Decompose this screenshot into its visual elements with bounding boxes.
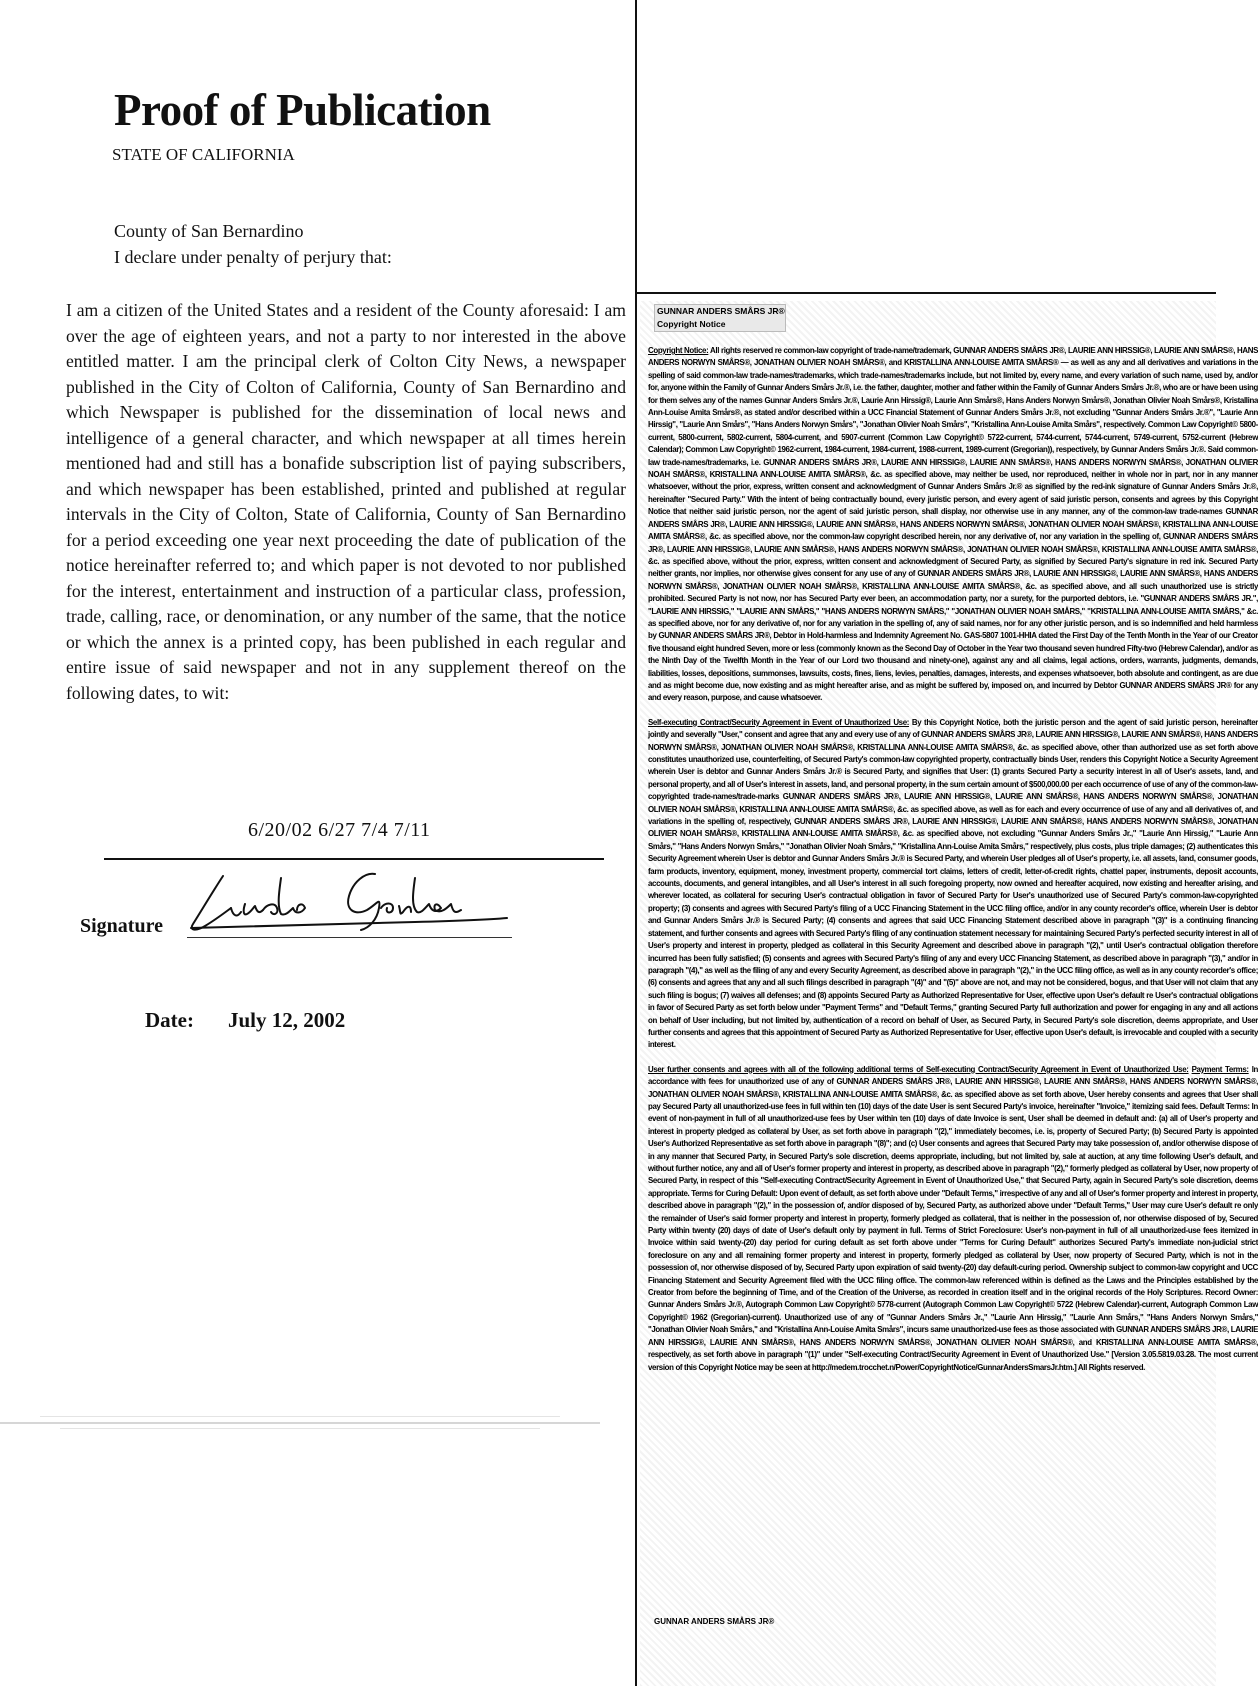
affidavit-body: I am a citizen of the United States and a resident of the County aforesaid: I am over the age of eighteen years, and not a party to nor interested in the above entitled matter. I am the principal clerk of Colton City News, a newspaper published in the City of Colton of California, County of San Bernardino and which Newspaper is published for the dissemination of local news and intelligence of a general character, and which newspaper at all times herein mentioned had and still has a bonafide subscription list of paying subscribers, and which newspaper has been established, printed and published at regular intervals in the City of Colton, State of California, County of San Bernardino for a period exceeding one year next proceeding the date of publication of the notice hereinafter referred to; and which paper is not devoted to nor published for the interest, entertainment and instruction of a particular class, profession, trade, calling, race, or denomination, or any number of the same, that the notice or which the annex is a printed copy, has been published in each regular and entire issue of said newspaper and not in any supplement thereof on the following dates, to wit:	[66, 300, 626, 703]
notice-body	[648, 345, 1258, 1386]
notice-top-rule	[637, 292, 1216, 294]
notice-lead: User further consents and agrees with all of the following additional terms of Self-executing Contract/Security Agreement in Event of Unauthorized Use:	[648, 1064, 1189, 1074]
copyright-notice-clipping	[640, 301, 1258, 1686]
county-line: County of San Bernardino	[114, 221, 304, 241]
state-line: STATE OF CALIFORNIA	[112, 145, 295, 164]
notice-lead: Payment Terms:	[1191, 1064, 1249, 1074]
dates-underline	[104, 858, 604, 860]
declaration-line: I declare under penalty of perjury that:	[114, 247, 392, 267]
date-value: July 12, 2002	[228, 1008, 346, 1032]
signature-label: Signature	[80, 915, 163, 937]
notice-text: By this Copyright Notice, both the juristic person and the agent of said juristic person, hereinafter jointly and severally "User," consent and agree that any and every use of any of GUNNAR ANDERS SMÅRS JR®, LAURIE ANN HIRSSIG®, LAURIE ANN SMÅRS®, HANS ANDERS NORWYN SMÅRS®, JONATHAN OLIVIER NOAH SMÅRS®, KRISTALLINA ANN-LOUISE AMITA SMÅRS®, &c. as specified above, other than authorized use as set forth above constitutes unauthorized use, counterfeiting, of Secured Party's common-law copyrighted property, contractually binds User, renders this Copyright Notice a Security Agreement wherein User is debtor and Gunnar Anders Smårs Jr.® is Secured Party, and signifies that User: (1) grants Secured Party a security interest in all of User's assets, land, and personal property, and all of User's interest in assets, land, and personal property, in the sum certain amount of $500,000.00 per each occurrence of use of any of the common-law-copyrighted trade-names/trade-marks GUNNAR ANDERS SMÅRS JR®, LAURIE ANN HIRSSIG®, LAURIE ANN SMÅRS®, HANS ANDERS NORWYN SMÅRS®, JONATHAN OLIVIER NOAH SMÅRS®, KRISTALLINA ANN-LOUISE AMITA SMÅRS®, &c. as specified above, as well as for each and every occurrence of use of any and all derivatives of, and variations in the spelling of, respectively, GUNNAR ANDERS SMÅRS JR®, LAURIE ANN HIRSSIG®, LAURIE ANN SMÅRS®, HANS ANDERS NORWYN SMÅRS®, JONATHAN OLIVIER NOAH SMÅRS®, KRISTALLINA ANN-LOUISE AMITA SMÅRS®, &c. as specified above, not excluding "Gunnar Anders Smårs Jr.," "Laurie Ann Hirssig," "Laurie Ann Smårs," "Hans Anders Norwyn Smårs," "Jonathan Olivier Noah Smårs," "Kristallina Ann-Louise Amita Smårs," respectively, plus costs, plus triple damages; (2) authenticates this Security Agreement wherein User is debtor and Gunnar Anders Smårs Jr.® is Secured Party, and wherein User pledges all of User's property, i.e. all assets, land, consumer goods, farm products, inventory, equipment, money, investment property, commercial tort claims, letters of credit, letter-of-credit rights, chattel paper, instruments, deposit accounts, accounts, documents, and general intangibles, and all User's interest in all such foregoing property, now owned and hereafter acquired, now existing and hereafter arising, and wherever located, as collateral for securing User's contractual obligation in favor of Secured Party for User's unauthorized use of Secured Party's common-law-copyrighted property; (3) consents and agrees with Secured Party's filing of a UCC Financing Statement in the UCC filing office, and/or in any county recorder's office, wherein User is debtor and Gunnar Anders Smårs Jr.® is Secured Party; (4) consents and agrees that said UCC Financing Statement described above in paragraph "(3)" is a continuing financing statement, and further consents and agrees with Secured Party's filing of any continuation statement necessary for maintaining Secured Party's perfected security interest in all of User's property and interest in property, pledged as collateral in this Security Agreement and described above in paragraph "(2)," until User's contractual obligation therefore incurred has been fully satisfied; (5) consents and agrees with Secured Party's filing of any and every UCC Financing Statement, as described above in paragraph "(3)," and/or in paragraph "(4)," as well as the filing of any and every Security Agreement, as described above in paragraph "(2)," in the UCC filing office, as well as in any county recorder's office; (6) consents and agrees that any and all such filings described in paragraph "(4)" and "(5)" above are not, and may not be considered, bogus, and that User will not claim that any such filing is bogus; (7) waives all defenses; and (8) appoints Secured Party as Authorized Representative for User, effective upon User's default re User's contractual obligations in favor of Secured Party as set forth below under "Payment Terms" and "Default Terms," granting Secured Party full authorization and power for engaging in any and all actions on behalf of User including, but not limited by, authentication of a record on behalf of User, as Secured Party, in Secured Party's sole discretion, deems appropriate, and User further consents and agrees that this appointment of Secured Party as Authorized Representative for User, effective upon User's default, is irrevocable and coupled with a security interest.	[648, 717, 1258, 1050]
notice-header	[654, 304, 786, 332]
notice-paragraph	[648, 345, 1258, 705]
handwritten-signature	[185, 868, 515, 943]
notice-text: All rights reserved re common-law copyright of trade-name/trademark, GUNNAR ANDERS SMÅRS JR®, LAURIE ANN HIRSSIG®, LAURIE ANN SMÅRS®, HANS ANDERS NORWYN SMÅRS®, JONATHAN OLIVIER NOAH SMÅRS®, and KRISTALLINA ANN-LOUISE AMITA SMÅRS® — as well as any and all derivatives and variations in the spelling of said common-law trade-names/trademarks, which trade-names/trademarks include, but not limited by, every name, and every variation of such name, used by, and/or for, anyone within the Family of Gunnar Anders Smårs Jr.®, i.e. the father, daughter, mother and father within the Family of Gunnar Anders Smårs Jr.®, who are or have been using for them selves any of the names Gunnar Anders Smårs Jr.®, Laurie Ann Hirssig®, Laurie Ann Smårs®, Hans Anders Norwyn Smårs®, Jonathan Olivier Noah Smårs®, Kristallina Ann-Louise Amita Smårs®, as stated and/or described within a UCC Financial Statement of Gunnar Anders Smårs Jr.®, not excluding "Gunnar Anders Smårs Jr.®", "Laurie Ann Hirssig", "Laurie Ann Smårs", "Hans Anders Norwyn Smårs", "Jonathan Olivier Noah Smårs", "Kristallina Ann-Louise Amita Smårs", respectively. Common Law Copyright© 5800-current, 5800-current, 5802-current, 5804-current, and 5907-current (Common Law Copyright© 5722-current, 5744-current, 5744-current, 5749-current, 5752-current (Hebrew Calendar); Common Law Copyright© 1962-current, 1984-current, 1984-current, 1988-current, 1989-current (Gregorian)), respectively, by Gunnar Anders Smårs Jr.®. Said common-law trade-names/trademarks, i.e. GUNNAR ANDERS SMÅRS JR®, LAURIE ANN HIRSSIG®, LAURIE ANN SMÅRS®, HANS ANDERS NORWYN SMÅRS®, JONATHAN OLIVIER NOAH SMÅRS®, KRISTALLINA ANN-LOUISE AMITA SMÅRS®, &c. as specified above, may neither be used, nor reproduced, neither in whole nor in part, nor in any manner whatsoever, without the prior, express, written consent and acknowledgment of Gunnar Anders Smårs Jr.® as signified by the red-ink signature of Gunnar Anders Smårs Jr.®, hereinafter "Secured Party." With the intent of being contractually bound, every juristic person, and every agent of said juristic person, consents and agrees by this Copyright Notice that neither said juristic person, nor the agent of said juristic person, shall display, nor otherwise use in any manner, any of the common-law trade-names GUNNAR ANDERS SMÅRS JR®, LAURIE ANN HIRSSIG®, LAURIE ANN SMÅRS®, HANS ANDERS NORWYN SMÅRS®, JONATHAN OLIVIER NOAH SMÅRS®, KRISTALLINA ANN-LOUISE AMITA SMÅRS®, &c. as specified above, nor the common-law copyright described herein, nor any derivative of, nor any variation in the spelling of, GUNNAR ANDERS SMÅRS JR®, LAURIE ANN HIRSSIG®, LAURIE ANN SMÅRS®, HANS ANDERS NORWYN SMÅRS®, JONATHAN OLIVIER NOAH SMÅRS®, KRISTALLINA ANN-LOUISE AMITA SMÅRS®, &c. as specified above, without the prior, express, written consent and acknowledgment of Secured Party, as signified by Secured Party's signature in red ink. Secured Party neither grants, nor implies, nor otherwise gives consent for any use of any of GUNNAR ANDERS SMÅRS JR®, LAURIE ANN HIRSSIG®, LAURIE ANN SMÅRS®, HANS ANDERS NORWYN SMÅRS®, JONATHAN OLIVIER NOAH SMÅRS®, KRISTALLINA ANN-LOUISE AMITA SMÅRS®, &c. as specified above, and all such unauthorized use is strictly prohibited. Secured Party is not now, nor has Secured Party ever been, an accommodation party, nor a surety, for the purported debtors, i.e. "GUNNAR ANDERS SMÅRS JR.", "LAURIE ANN HIRSSIG," "LAURIE ANN SMÅRS," "HANS ANDERS NORWYN SMÅRS," "JONATHAN OLIVIER NOAH SMÅRS," "KRISTALLINA ANN-LOUISE AMITA SMÅRS," &c. as specified above, nor for any derivative of, nor for any variation in the spelling of, any of said names, nor for any other juristic person, and is so indemnified and held harmless by GUNNAR ANDERS SMÅRS JR®, Debtor in Hold-harmless and Indemnity Agreement No. GAS-5807 1001-HHIA dated the First Day of the Tenth Month in the Year of our Creator five thousand eight hundred Seven, more or less (commonly known as the Second Day of October in the Year two thousand seven hundred Fifty-two (Hebrew Calendar), and/or as the Ninth Day of the Twelfth Month in the Year of our Lord two thousand and ninety-one), against any and all claims, legal actions, orders, warrants, judgments, demands, liabilities, losses, depositions, summonses, lawsuits, costs, fines, liens, levies, penalties, damages, interests, and expenses whatsoever, both absolute and contingent, as are due and as might become due, now existing and as might hereafter arise, and as might be suffered by, imposed on, and incurred by Debtor GUNNAR ANDERS SMÅRS JR® for any and every reason, purpose, and cause whatsoever.	[648, 346, 1258, 703]
date-label: Date:	[145, 1008, 194, 1032]
notice-header-name: GUNNAR ANDERS SMÅRS JR®	[657, 306, 785, 316]
notice-paragraph	[648, 1064, 1258, 1374]
document-title: Proof of Publication	[114, 85, 491, 135]
page-divider	[635, 0, 637, 1686]
publication-dates: 6/20/02 6/27 7/4 7/11	[248, 819, 431, 841]
notice-paragraph	[648, 717, 1258, 1052]
scan-noise	[0, 1394, 600, 1449]
notice-header-subtitle: Copyright Notice	[657, 319, 726, 329]
notice-text: In accordance with fees for unauthorized use of any of GUNNAR ANDERS SMÅRS JR®, LAURIE ANN HIRSSIG®, LAURIE ANN SMÅRS®, HANS ANDERS NORWYN SMÅRS®, JONATHAN OLIVIER NOAH SMÅRS®, KRISTALLINA ANN-LOUISE AMITA SMÅRS®, &c. as specified above as set forth above, User hereby consents and agrees that User shall pay Secured Party all unauthorized-use fees in full within ten (10) days of the date User is sent Secured Party's invoice, hereinafter "Invoice," itemizing said fees. Default Terms: In event of non-payment in full of all unauthorized-use fees by User within ten (10) days of date Invoice is sent, User shall be deemed in default and: (a) all of User's property and interest in property pledged as collateral by User, as set forth above in paragraph "(2)," immediately becomes, i.e. is, property of Secured Party; (b) Secured Party is appointed User's Authorized Representative as set forth above in paragraph "(8)"; and (c) User consents and agrees that Secured Party may take possession of, and/or otherwise dispose of in any manner that Secured Party, in Secured Party's sole discretion, deems appropriate, including, but not limited by, sale at auction, at any time following User's default, and without further notice, any and all of User's former property and interest in property, as described above in paragraph "(2)," formerly pledged as collateral by User, now property of Secured Party, in respect of this "Self-executing Contract/Security Agreement in Event of Unauthorized Use," that Secured Party, again in Secured Party's sole discretion, deems appropriate. Terms for Curing Default: Upon event of default, as set forth above under "Default Terms," irrespective of any and all of User's former property and interest in property, described above in paragraph "(2)," in the possession of, and/or disposed of by, Secured Party, as authorized above under "Default Terms," User may cure User's default re only the remainder of User's said former property and interest in property, formerly pledged as collateral, that is neither in the possession of, nor otherwise disposed of by, Secured Party within twenty (20) days of date of User's default only by payment in full. Terms of Strict Foreclosure: User's non-payment in full of all unauthorized-use fees itemized in Invoice within said twenty-(20) day period for curing default as set forth above under "Terms for Curing Default" authorizes Secured Party's immediate non-judicial strict foreclosure on any and all remaining former property and interest in property, formerly pledged as collateral by User, now property of Secured Party, which is not in the possession of, nor otherwise disposed of by, Secured Party upon expiration of said twenty-(20) day default-curing period. Ownership subject to common-law copyright and UCC Financing Statement and Security Agreement filed with the UCC filing office. The common-law referenced within is defined as the Laws and the Principles established by the Creator from before the beginning of Time, and of the Creation of the Universe, as recorded in creation itself and in the original records of the Holy Scriptures. Record Owner: Gunnar Anders Smårs Jr.®, Autograph Common Law Copyright© 5778-current (Autograph Common Law Copyright© 5722 (Hebrew Calendar)-current, Autograph Common Law Copyright© 1962 (Gregorian)-current). Unauthorized use of any of "Gunnar Anders Smårs Jr.," "Laurie Ann Hirssig," "Laurie Ann Smårs," "Hans Anders Norwyn Smårs," "Jonathan Olivier Noah Smårs," and "Kristallina Ann-Louise Amita Smårs", incurs same unauthorized-use fees as those associated with GUNNAR ANDERS SMÅRS JR®, LAURIE ANN HIRSSIG®, LAURIE ANN SMÅRS®, HANS ANDERS NORWYN SMÅRS®, JONATHAN OLIVIER NOAH SMÅRS®, and KRISTALLINA ANN-LOUISE AMITA SMÅRS®, respectively, as set forth above in paragraph "(1)" under "Self-executing Contract/Security Agreement in Event of Unauthorized Use." [Version 3.05.5819.03.28. The most current version of this Copyright Notice may be seen at http://medem.trocchet.n/Power/CopyrightNotice/GunnarAndersSmarsJr.htm.] All Rights reserved.	[648, 1064, 1258, 1372]
notice-footer: GUNNAR ANDERS SMÅRS JR®	[654, 1617, 775, 1626]
notice-lead: Self-executing Contract/Security Agreement in Event of Unauthorized Use:	[648, 717, 910, 727]
notice-lead: Copyright Notice:	[648, 346, 709, 355]
